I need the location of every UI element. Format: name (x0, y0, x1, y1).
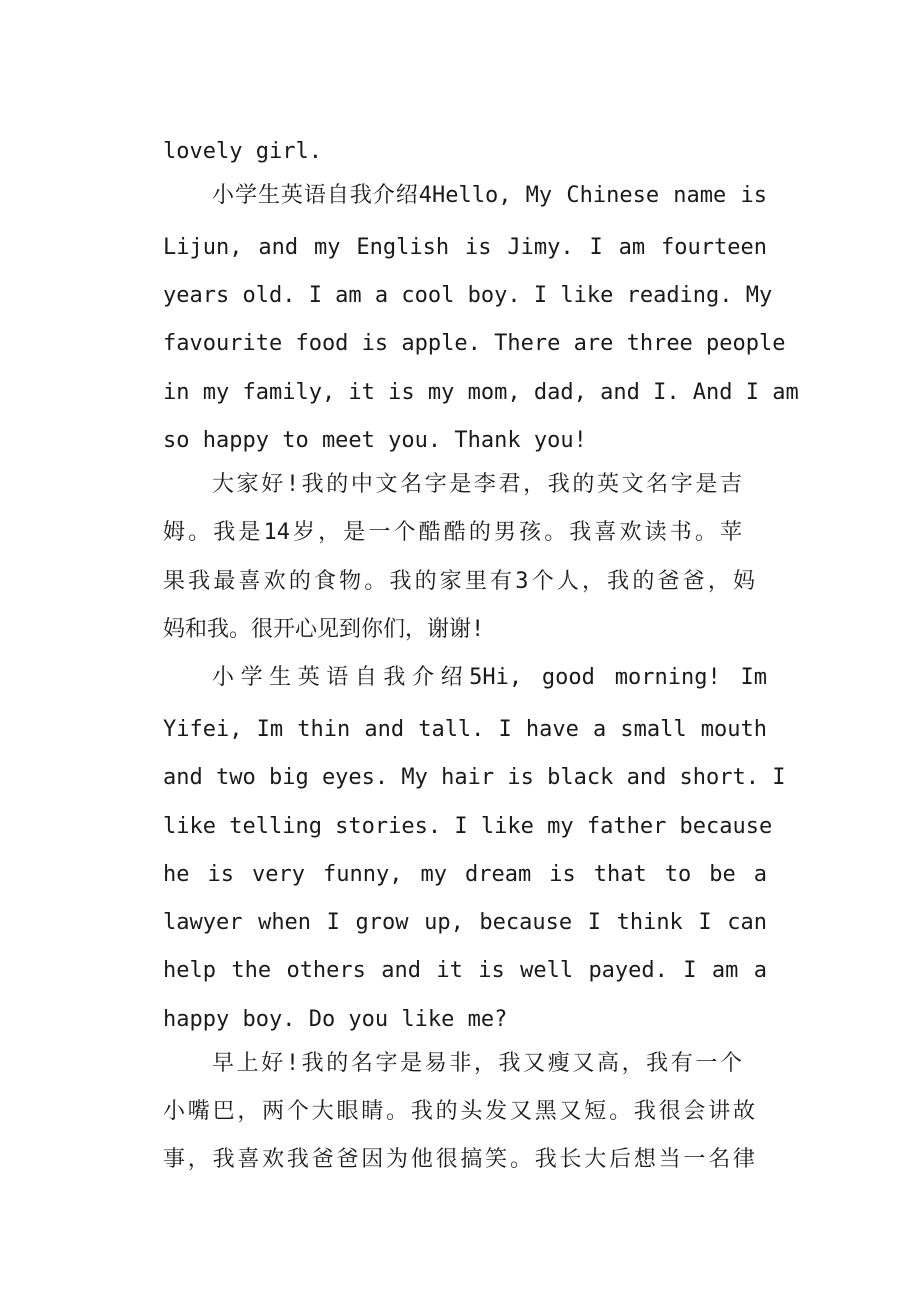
text-line: happy boy. Do you like me? (163, 1007, 508, 1032)
text-line: and two big eyes. My hair is black and short. I (163, 765, 786, 790)
text-line: favourite food is apple. There are three people (163, 331, 786, 356)
text-line: lovely girl. (163, 139, 322, 164)
chinese-text-line: 妈和我。很开心见到你们，谢谢! (163, 617, 485, 642)
text-line: years old. I am a cool boy. I like reading. My (163, 283, 773, 308)
text-line: he is very funny, my dream is that to be a (163, 862, 767, 887)
chinese-text-line: 果我最喜欢的食物。我的家里有3个人，我的爸爸，妈 (163, 569, 755, 594)
text-line: Yifei, Im thin and tall. I have a small mouth (163, 717, 767, 742)
paragraph-heading-line: 小学生英语自我介绍4Hello, My Chinese name is (212, 183, 767, 208)
chinese-text-line: 小嘴巴，两个大眼睛。我的头发又黑又短。我很会讲故 (163, 1099, 755, 1124)
chinese-text-line: 大家好!我的中文名字是李君，我的英文名字是吉 (212, 472, 742, 497)
text-line: like telling stories. I like my father because (163, 814, 773, 839)
text-line: lawyer when I grow up, because I think I can (163, 910, 767, 935)
paragraph-heading-line: 小学生英语自我介绍5Hi, good morning! Im (212, 665, 767, 690)
chinese-text-line: 姆。我是14岁，是一个酷酷的男孩。我喜欢读书。苹 (163, 520, 742, 545)
text-line: in my family, it is my mom, dad, and I. And I am (163, 380, 799, 405)
chinese-text-line: 早上好!我的名字是易非，我又瘦又高，我有一个 (212, 1051, 742, 1076)
text-line: so happy to meet you. Thank you! (163, 428, 587, 453)
text-line: Lijun, and my English is Jimy. I am fourteen (163, 235, 767, 260)
chinese-text-line: 事，我喜欢我爸爸因为他很搞笑。我长大后想当一名律 (163, 1147, 755, 1172)
text-line: help the others and it is well payed. I am a (163, 958, 767, 983)
